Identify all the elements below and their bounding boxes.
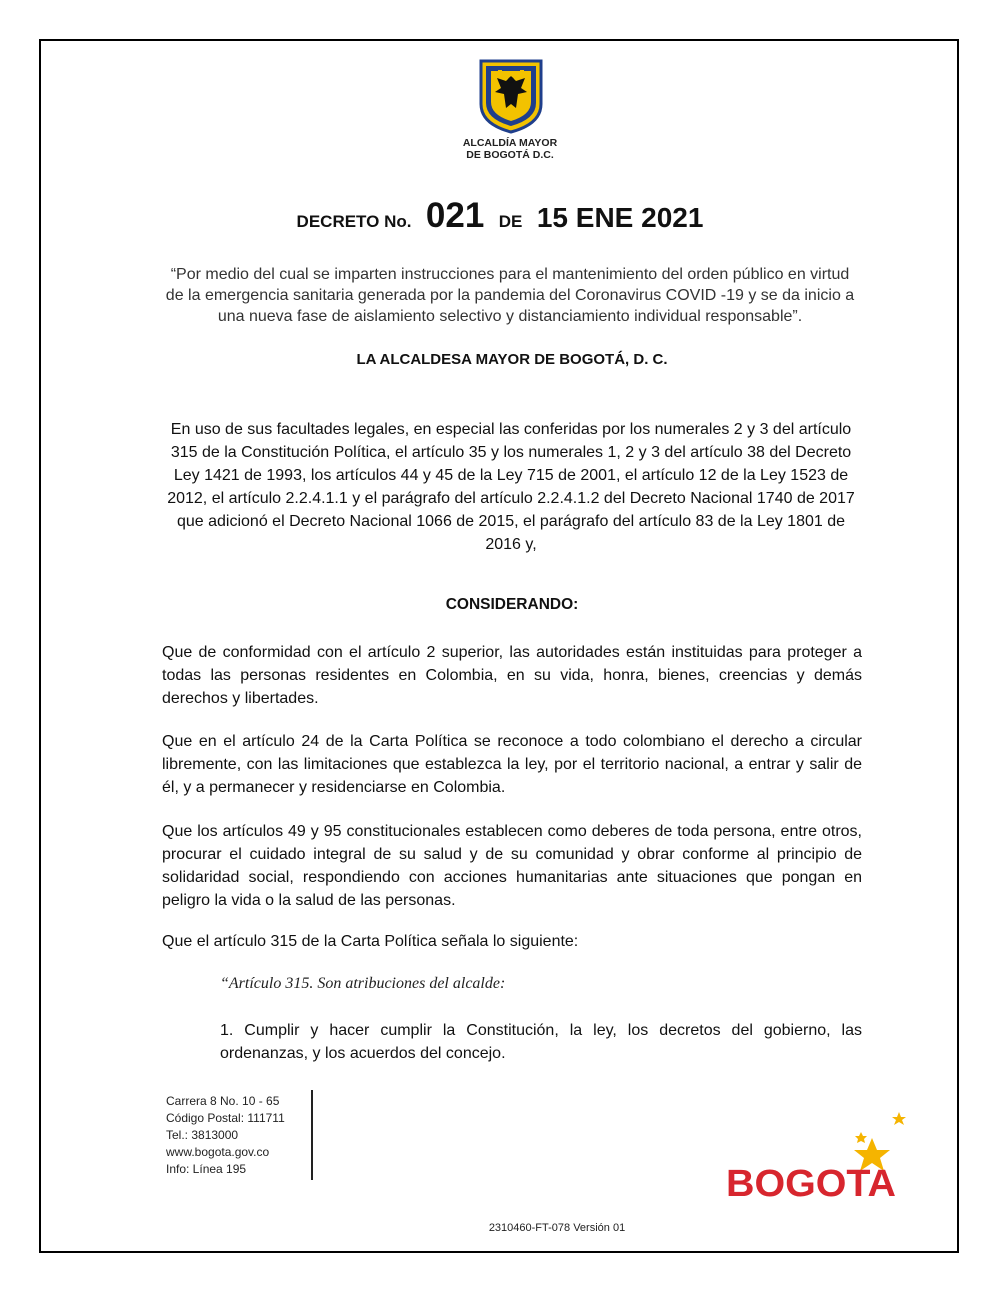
phone-line: Tel.: 3813000: [166, 1128, 239, 1142]
considerando-paragraph-4: Que el artículo 315 de la Carta Política señala lo siguiente:: [162, 933, 579, 950]
star-small-icon: [892, 1112, 906, 1125]
bogota-logo: [722, 1108, 918, 1210]
considerando-heading: CONSIDERANDO:: [445, 596, 579, 613]
footer-address: [166, 1093, 285, 1178]
star-small-icon: [855, 1132, 867, 1143]
website-line: www.bogota.gov.co: [166, 1145, 270, 1159]
considerando-paragraph-3: Que los artículos 49 y 95 constitucionales establecen como deberes de toda persona, entre otros, procurar el cuidado integral de su salud y de su comunidad y obrar conforme al principio de solidaridad social, respondiendo con acciones humanitarias ante situaciones que pongan en peligro la vida o la salud de las personas.: [162, 823, 862, 909]
form-code: 2310460-FT-078 Versión 01: [488, 1222, 626, 1234]
preamble-paragraph: En uso de sus facultades legales, en especial las conferidas por los numerales 2 y 3 del artículo 315 de la Constitución Política, el artículo 35 y los numerales 1, 2 y 3 del artículo 38 del Decreto Ley 1421 de 1993, los artículos 44 y 45 de la Ley 715 de 2001, el artículo 12 de la Ley 1523 de 2012, el artículo 2.2.4.1.1 y el parágrafo del artículo 2.2.4.1.2 del Decreto Nacional 1740 de 2017 que adicionó el Decreto Nacional 1066 de 2015, el parágrafo del artículo 83 de la Ley 1801 de 2016 y,: [167, 421, 855, 553]
footer-divider: [311, 1090, 313, 1180]
considerando-paragraph-1: Que de conformidad con el artículo 2 superior, las autoridades están instituidas para proteger a todas las personas residentes en Colombia, en su vida, honra, bienes, creencias y demás derechos y libertades.: [162, 644, 862, 707]
crest-caption-line1: ALCALDÍA MAYOR: [462, 137, 558, 149]
authority-heading: LA ALCALDESA MAYOR DE BOGOTÁ, D. C.: [356, 351, 668, 368]
quoted-article-item-1: 1. Cumplir y hacer cumplir la Constitución, la ley, los decretos del gobierno, las ordenanzas, y los acuerdos del concejo.: [220, 1022, 862, 1062]
crest-caption-line2: DE BOGOTÁ D.C.: [466, 149, 554, 161]
address-line: Carrera 8 No. 10 - 65: [166, 1094, 280, 1108]
considerando-paragraph-2: Que en el artículo 24 de la Carta Política se reconoce a todo colombiano el derecho a circular libremente, con las limitaciones que establezca la ley, por el territorio nacional, a entrar y salir de él, y a permanecer y residenciarse en Colombia.: [162, 733, 862, 796]
decree-label: DECRETO No.: [296, 212, 412, 231]
crest-caption: [440, 137, 580, 161]
decree-date: 15 ENE 2021: [536, 202, 704, 233]
bogota-coat-of-arms-icon: [478, 58, 544, 134]
decree-de: DE: [498, 212, 523, 231]
info-line: Info: Línea 195: [166, 1162, 247, 1176]
decree-subject: “Por medio del cual se imparten instrucciones para el mantenimiento del orden público en virtud de la emergencia sanitaria generada por la pandemia del Coronavirus COVID -19 y se da inicio a una nueva fase de aislamiento selectivo y distanciamiento individual responsable”.: [165, 266, 855, 325]
logo-wordmark: BOGOTA: [726, 1163, 896, 1205]
decree-number: 021: [425, 196, 485, 235]
decree-title: [0, 196, 1000, 236]
postal-code-line: Código Postal: 111711: [166, 1111, 285, 1125]
quoted-article-title: “Artículo 315. Son atribuciones del alcalde:: [220, 975, 506, 992]
